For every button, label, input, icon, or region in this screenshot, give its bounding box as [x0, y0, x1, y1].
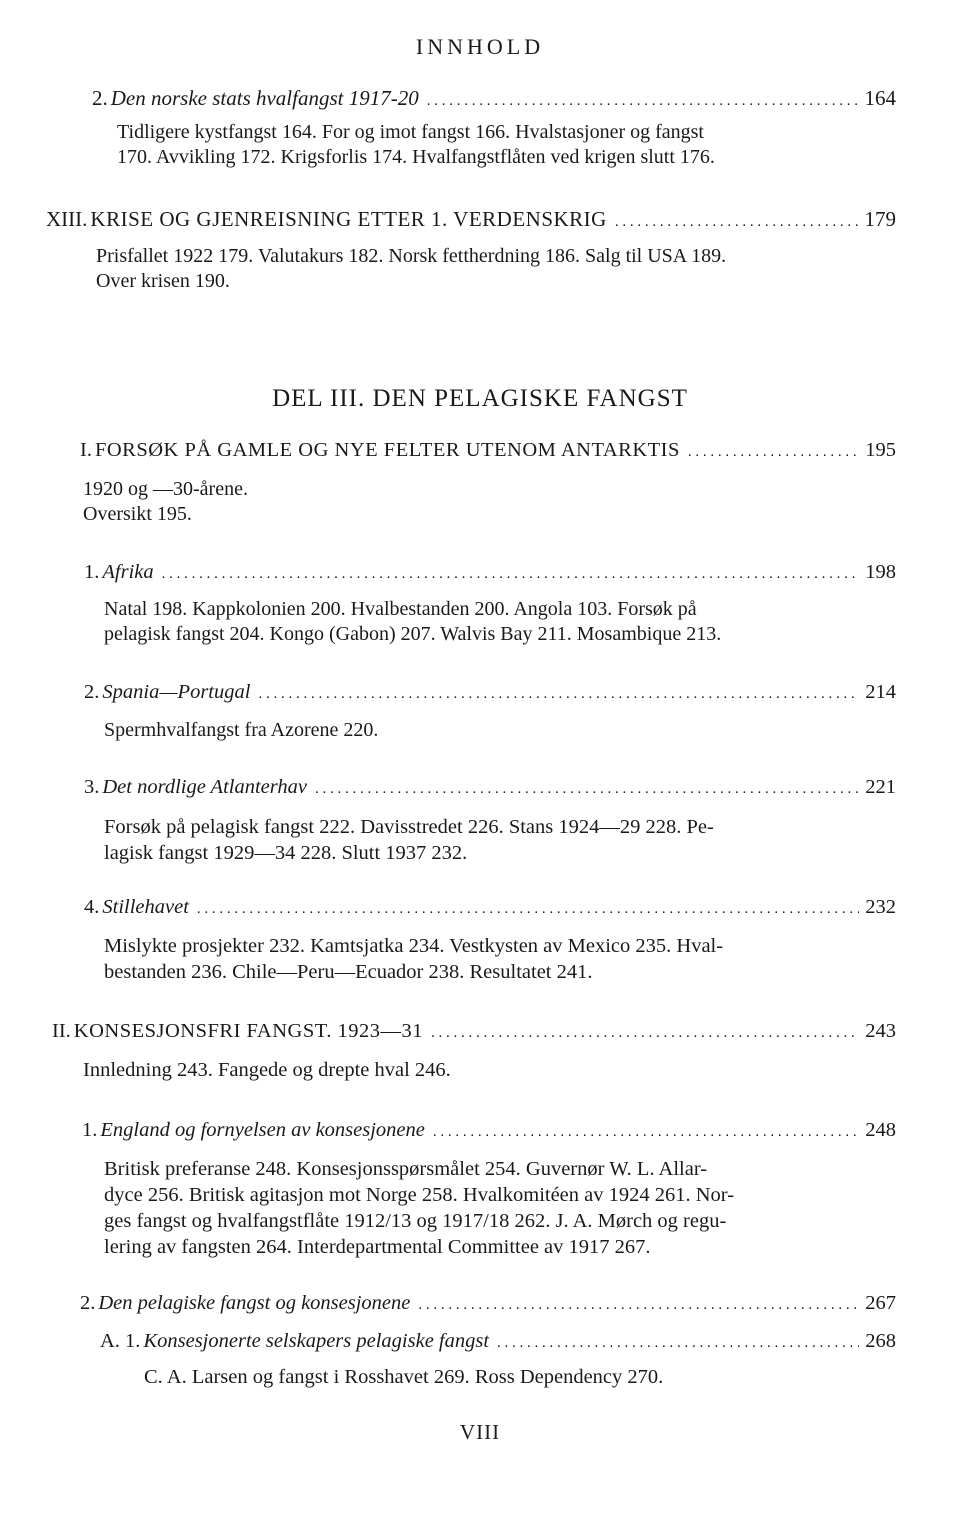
entry-description	[83, 477, 783, 526]
desc-line: Britisk preferanse 248. Konsesjonsspørsmålet 254. Guvernør W. L. Allar-	[104, 1158, 708, 1180]
entry-page: 164	[864, 86, 896, 110]
desc-line: Tidligere kystfangst 164. For og imot fangst 166. Hvalstasjoner og fangst	[117, 121, 704, 143]
entry-title: FORSØK PÅ GAMLE OG NYE FELTER UTENOM ANTARKTIS	[94, 439, 680, 461]
toc-entry-spania	[84, 681, 896, 704]
page-number: VIII	[459, 1420, 501, 1444]
toc-entry-afrika	[84, 561, 896, 584]
entry-page: 198	[865, 561, 896, 583]
entry-number: 1.	[84, 561, 100, 583]
entry-title: England og fornyelsen av konsesjonene	[100, 1119, 425, 1141]
leader-dots	[418, 1297, 859, 1314]
entry-description	[96, 244, 896, 293]
entry-number: 1.	[82, 1119, 98, 1141]
desc-line: ges fangst og hvalfangstflåte 1912/13 og 1917/18 262. J. A. Mørch og regu-	[104, 1210, 727, 1232]
desc-line: 170. Avvikling 172. Krigsforlis 174. Hvalfangstflåten ved krigen slutt 176.	[117, 145, 715, 168]
entry-title: Afrika	[102, 561, 154, 583]
desc-line: C. A. Larsen og fangst i Rosshavet 269. Ross Dependency 270.	[144, 1366, 664, 1388]
toc-entry-stats-hvalfangst	[92, 86, 896, 111]
entry-description	[104, 718, 896, 743]
entry-description	[117, 120, 897, 169]
desc-line: Natal 198. Kappkolonien 200. Hvalbestanden 200. Angola 103. Forsøk på	[104, 598, 697, 620]
entry-title: Den pelagiske fangst og konsesjonene	[98, 1292, 411, 1314]
entry-number: A. 1.	[100, 1330, 141, 1352]
leader-dots	[615, 214, 859, 231]
toc-entry-atlanterhav	[84, 776, 896, 799]
toc-entry-konsesjonerte	[100, 1330, 896, 1353]
desc-line: lering av fangsten 264. Interdepartmental Committee av 1917 267.	[104, 1236, 651, 1258]
desc-line: Mislykte prosjekter 232. Kamtsjatka 234. Vestkysten av Mexico 235. Hval-	[104, 935, 724, 957]
desc-line: dyce 256. Britisk agitasjon mot Norge 258. Hvalkomitéen av 1924 261. Nor-	[104, 1184, 735, 1206]
leader-dots	[197, 901, 859, 918]
entry-page: 232	[865, 896, 896, 918]
desc-line: 1920 og —30-årene.	[83, 478, 248, 500]
entry-page: 243	[865, 1020, 896, 1042]
desc-line: pelagisk fangst 204. Kongo (Gabon) 207. Walvis Bay 211. Mosambique 213.	[104, 622, 722, 645]
entry-page: 267	[865, 1292, 896, 1314]
entry-number: II.	[52, 1020, 71, 1042]
leader-dots	[315, 781, 859, 798]
leader-dots	[427, 93, 859, 110]
leader-dots	[258, 686, 859, 703]
desc-line: Prisfallet 1922 179. Valutakurs 182. Norsk fettherdning 186. Salg til USA 189.	[96, 245, 727, 267]
desc-line: bestanden 236. Chile—Peru—Ecuador 238. Resultatet 241.	[104, 961, 593, 983]
entry-page: 248	[865, 1119, 896, 1141]
entry-page: 221	[865, 776, 896, 798]
entry-number: I.	[80, 439, 92, 461]
entry-number: 3.	[84, 776, 100, 798]
desc-line: Oversikt 195.	[83, 502, 192, 525]
entry-title: Det nordlige Atlanterhav	[102, 776, 307, 798]
leader-dots	[433, 1124, 859, 1141]
toc-entry-england	[82, 1119, 896, 1142]
toc-entry-krise	[46, 207, 896, 232]
entry-description	[144, 1364, 896, 1390]
entry-title: KONSESJONSFRI FANGST. 1923—31	[73, 1020, 423, 1042]
entry-page: 268	[865, 1330, 896, 1352]
entry-title: Spania—Portugal	[102, 681, 251, 703]
entry-description	[104, 933, 896, 985]
entry-description	[104, 814, 896, 866]
entry-number: 2.	[84, 681, 100, 703]
leader-dots	[497, 1335, 859, 1352]
part-title: DEL III. DEN PELAGISKE FANGST	[272, 385, 688, 412]
leader-dots	[431, 1025, 859, 1042]
toc-entry-pelagiske	[80, 1292, 896, 1315]
entry-description	[104, 1156, 896, 1260]
entry-page: 195	[865, 439, 896, 461]
page-header: INNHOLD	[415, 34, 545, 59]
desc-line: Over krisen 190.	[96, 269, 230, 292]
toc-entry-forsok	[80, 439, 896, 462]
desc-line: Forsøk på pelagisk fangst 222. Davisstredet 226. Stans 1924—29 228. Pe-	[104, 816, 714, 838]
entry-title: Konsesjonerte selskapers pelagiske fangst	[143, 1330, 490, 1352]
entry-number: 2.	[92, 86, 108, 110]
leader-dots	[162, 566, 860, 583]
entry-number: 2.	[80, 1292, 96, 1314]
toc-entry-stillehavet	[84, 896, 896, 919]
desc-line: lagisk fangst 1929—34 228. Slutt 1937 232.	[104, 842, 468, 864]
toc-entry-konsesjonsfri	[52, 1020, 896, 1043]
entry-page: 179	[864, 207, 896, 231]
entry-description	[104, 597, 896, 646]
entry-title: Stillehavet	[102, 896, 189, 918]
entry-description	[83, 1057, 883, 1083]
entry-page: 214	[865, 681, 896, 703]
entry-title: KRISE OG GJENREISNING ETTER 1. VERDENSKRIG	[90, 207, 607, 231]
desc-line: Innledning 243. Fangede og drepte hval 246.	[83, 1059, 451, 1081]
entry-number: XIII.	[46, 207, 88, 231]
entry-title: Den norske stats hvalfangst 1917-20	[110, 86, 419, 110]
entry-number: 4.	[84, 896, 100, 918]
desc-line: Spermhvalfangst fra Azorene 220.	[104, 719, 379, 741]
leader-dots	[688, 444, 859, 461]
